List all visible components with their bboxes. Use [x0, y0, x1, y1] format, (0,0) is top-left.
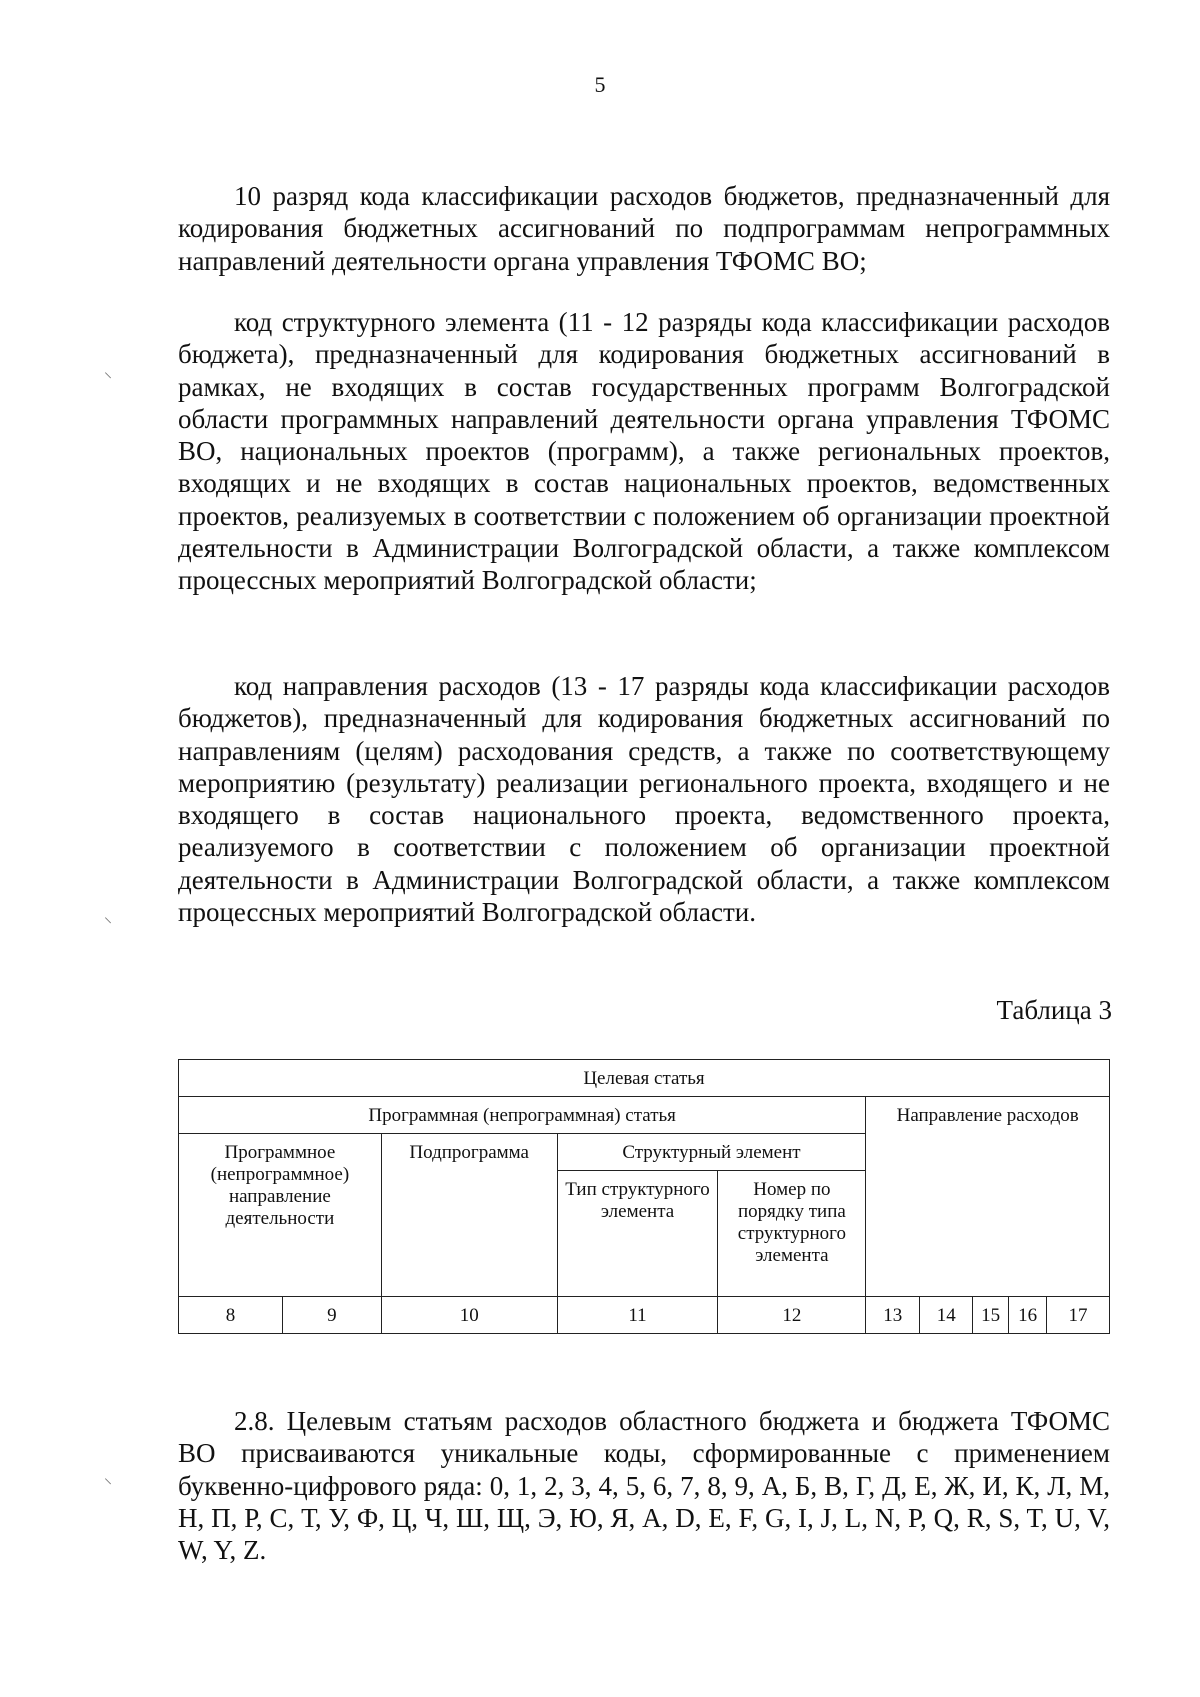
- digit-cell: 17: [1047, 1297, 1110, 1334]
- paragraph-2: код структурного элемента (11 - 12 разряды кода классификации расходов бюджета), предназначенный для кодирования бюджетных ассигнований в рамках, не входящих в состав государственных программ Волгоградской области программных направлений деятельности органа управления ТФОМС ВО, национальных проектов (программ), а также региональных проектов, входящих и не входящих в состав национальных проектов, ведомственных проектов, реализуемых в соответствии с положением об организации проектной деятельности в Администрации Волгоградской области, а также комплексом процессных мероприятий Волгоградской области;: [178, 307, 1110, 596]
- header-element-number: Номер по порядку типа структурного элемента: [718, 1171, 866, 1297]
- scan-speck: ⸜: [104, 1470, 113, 1487]
- digit-cell: 15: [973, 1297, 1009, 1334]
- digit-cell: 12: [718, 1297, 866, 1334]
- paragraph-3: код направления расходов (13 - 17 разряды кода классификации расходов бюджетов), предназначенный для кодирования бюджетных ассигнований по направлениям (целям) расходования средств, а также по соответствующему мероприятию (результату) реализации регионального проекта, входящего и не входящего в состав национального проекта, ведомственного проекта, реализуемого в соответствии с положением об организации проектной деятельности в Администрации Волгоградской области, а также комплексом процессных мероприятий Волгоградской области.: [178, 671, 1110, 928]
- header-program-direction: Программное (непрограммное) направление деятельности: [179, 1134, 382, 1297]
- digit-cell: 13: [866, 1297, 920, 1334]
- digit-cell: 16: [1009, 1297, 1047, 1334]
- classification-table: [178, 1059, 1110, 1334]
- paragraph-2-8: 2.8. Целевым статьям расходов областного бюджета и бюджета ТФОМС ВО присваиваются уникальные коды, сформированные с применением буквенно-цифрового ряда: 0, 1, 2, 3, 4, 5, 6, 7, 8, 9, А, Б, В, Г, Д, Е, Ж, И, К, Л, М, Н, П, Р, С, Т, У, Ф, Ц, Ч, Ш, Щ, Э, Ю, Я, A, D, E, F, G, I, J, L, N, P, Q, R, S, T, U, V, W, Y, Z.: [178, 1406, 1110, 1566]
- header-subprogram: Подпрограмма: [381, 1134, 557, 1297]
- paragraph-1: 10 разряд кода классификации расходов бюджетов, предназначенный для кодирования бюджетных ассигнований по подпрограммам непрограммных направлений деятельности органа управления ТФОМС ВО;: [178, 181, 1110, 276]
- scan-speck: ⸜: [104, 364, 113, 381]
- header-structural-element: Структурный элемент: [557, 1134, 866, 1171]
- header-element-type: Тип структурного элемента: [557, 1171, 718, 1297]
- digit-cell: 8: [179, 1297, 283, 1334]
- digit-cell: 10: [381, 1297, 557, 1334]
- table-caption: Таблица 3: [996, 995, 1112, 1025]
- page-number: 5: [594, 72, 606, 97]
- digit-cell: 9: [282, 1297, 381, 1334]
- header-program-article: Программная (непрограммная) статья: [179, 1097, 866, 1134]
- scan-speck: ⸜: [104, 909, 113, 926]
- digit-cell: 14: [920, 1297, 973, 1334]
- header-expense-direction: Направление расходов: [866, 1097, 1110, 1297]
- header-target-article: Целевая статья: [179, 1060, 1110, 1097]
- digit-cell: 11: [557, 1297, 718, 1334]
